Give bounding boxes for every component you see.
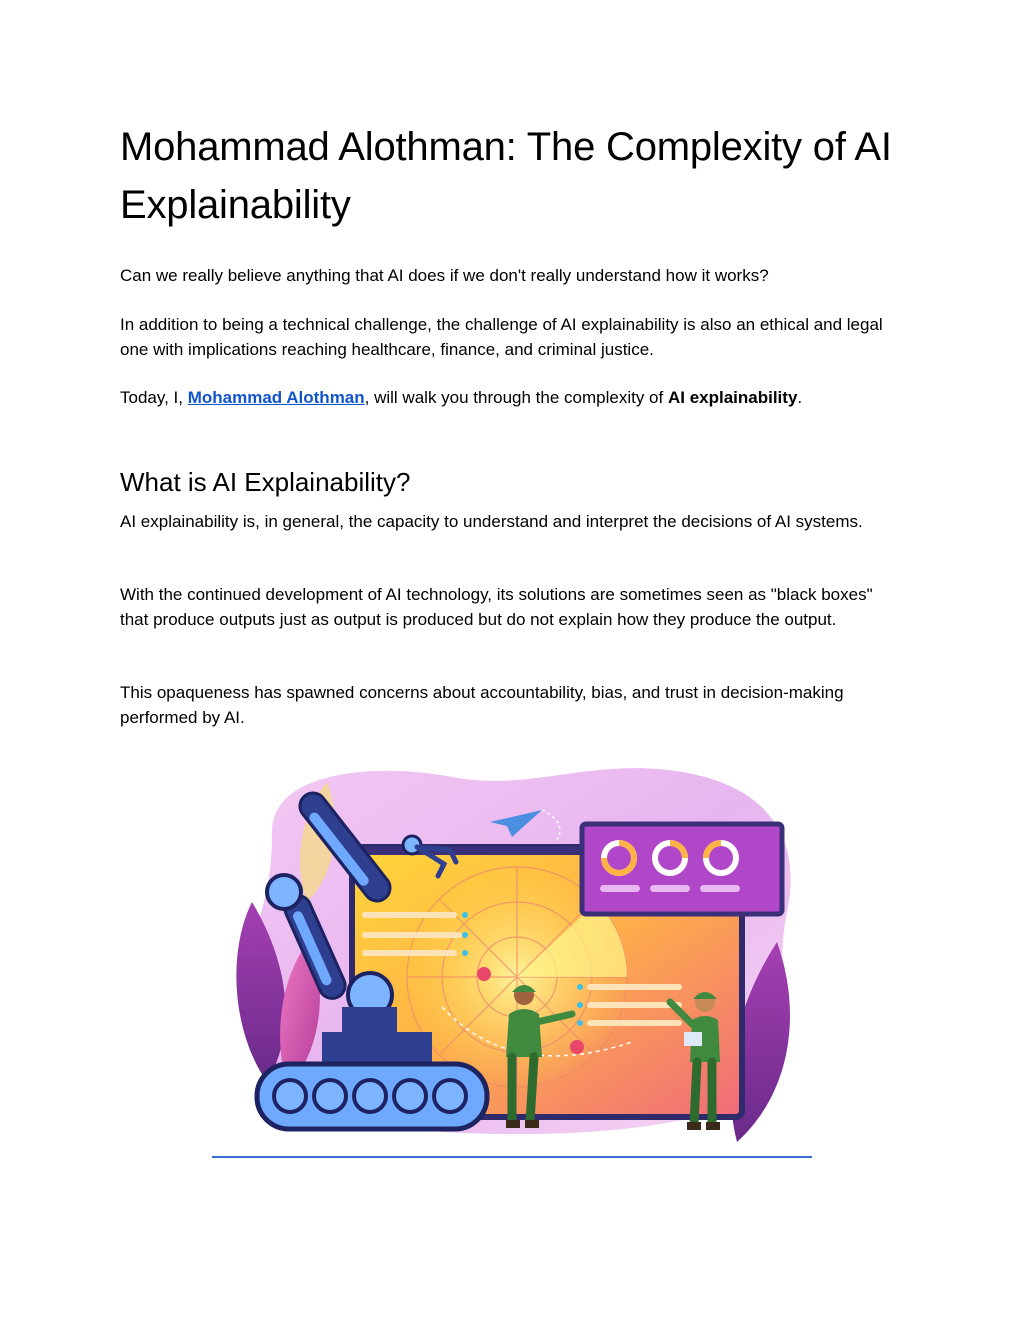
section-heading: What is AI Explainability? <box>120 467 411 497</box>
intro-question: Can we really believe anything that AI does if we don't really understand how it works? <box>120 266 769 285</box>
article-title: Mohammad Alothman: The Complexity of AI Explainability <box>120 125 892 227</box>
section-paragraph-3: This opaqueness has spawned concerns about accountability, bias, and trust in decision-making performed by AI. <box>120 683 844 727</box>
walkthrough-middle: , will walk you through the complexity of <box>364 388 668 407</box>
topic-bold: AI explainability <box>667 388 798 407</box>
section-paragraph-2: With the continued development of AI technology, its solutions are sometimes seen as "black boxes" that produce outputs just as output is produced but do not explain how they produce the output. <box>120 585 873 629</box>
radar-point <box>477 967 491 981</box>
section-paragraph-1: AI explainability is, in general, the capacity to understand and interpret the decisions of AI systems. <box>120 512 863 531</box>
author-link[interactable]: Mohammad Alothman <box>187 388 365 407</box>
radar-point <box>570 1040 584 1054</box>
figure-link-underline <box>212 1156 812 1158</box>
walkthrough-prefix: Today, I, <box>120 388 188 407</box>
ai-explainability-illustration <box>212 752 812 1152</box>
robot-track <box>257 1064 487 1129</box>
walkthrough-suffix: . <box>797 388 803 407</box>
intro-paragraph: In addition to being a technical challenge, the challenge of AI explainability is also an ethical and legal one with implications reaching healthcare, finance, and criminal justice. <box>120 315 883 359</box>
walkthrough-paragraph <box>120 385 910 410</box>
